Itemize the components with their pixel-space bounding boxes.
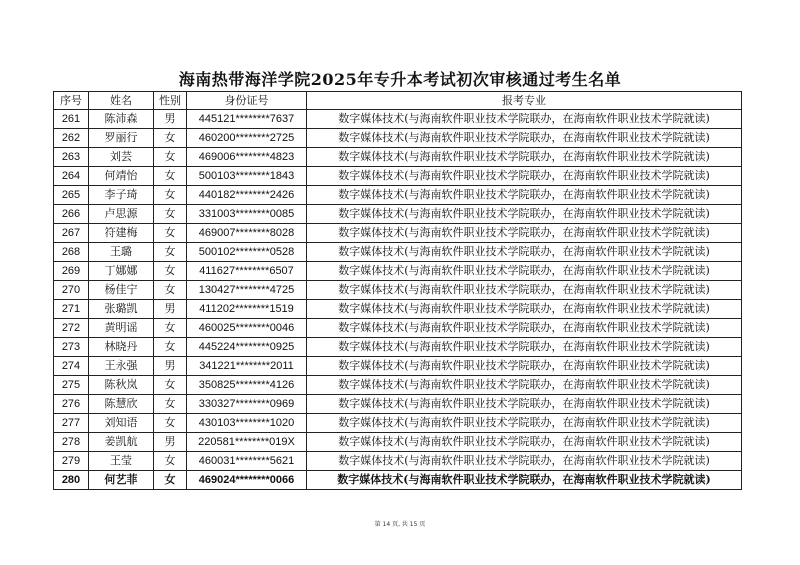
cell-serial-no: 270 — [54, 281, 89, 300]
cell-serial-no: 263 — [54, 148, 89, 167]
table-row — [54, 414, 742, 433]
header-gender: 性别 — [154, 92, 187, 110]
cell-serial-no: 272 — [54, 319, 89, 338]
header-major: 报考专业 — [307, 92, 742, 110]
cell-id-number: 469006********4823 — [187, 148, 307, 167]
table-row — [54, 148, 742, 167]
table-row — [54, 186, 742, 205]
cell-major: 数字媒体技术(与海南软件职业技术学院联办，在海南软件职业技术学院就读) — [307, 414, 742, 433]
cell-name: 杨佳宁 — [89, 281, 154, 300]
cell-gender: 女 — [154, 395, 187, 414]
cell-gender: 女 — [154, 376, 187, 395]
cell-id-number: 411202********1519 — [187, 300, 307, 319]
cell-gender: 男 — [154, 357, 187, 376]
cell-serial-no: 279 — [54, 452, 89, 471]
header-id-number: 身份证号 — [187, 92, 307, 110]
cell-gender: 女 — [154, 167, 187, 186]
cell-major: 数字媒体技术(与海南软件职业技术学院联办，在海南软件职业技术学院就读) — [307, 110, 742, 129]
cell-name: 刘知语 — [89, 414, 154, 433]
cell-major: 数字媒体技术(与海南软件职业技术学院联办，在海南软件职业技术学院就读) — [307, 167, 742, 186]
cell-serial-no: 273 — [54, 338, 89, 357]
cell-name: 卢思源 — [89, 205, 154, 224]
cell-gender: 女 — [154, 452, 187, 471]
table-row — [54, 262, 742, 281]
cell-name: 罗丽行 — [89, 129, 154, 148]
cell-id-number: 500102********0528 — [187, 243, 307, 262]
cell-gender: 女 — [154, 186, 187, 205]
cell-serial-no: 268 — [54, 243, 89, 262]
cell-id-number: 460200********2725 — [187, 129, 307, 148]
cell-serial-no: 264 — [54, 167, 89, 186]
header-name: 姓名 — [89, 92, 154, 110]
cell-id-number: 469024********0066 — [187, 471, 307, 490]
cell-major: 数字媒体技术(与海南软件职业技术学院联办，在海南软件职业技术学院就读) — [307, 376, 742, 395]
cell-name: 陈秋岚 — [89, 376, 154, 395]
document-title: 海南热带海洋学院2025年专升本考试初次审核通过考生名单 — [178, 70, 622, 89]
cell-id-number: 220581********019X — [187, 433, 307, 452]
cell-gender: 女 — [154, 205, 187, 224]
cell-id-number: 350825********4126 — [187, 376, 307, 395]
cell-major: 数字媒体技术(与海南软件职业技术学院联办，在海南软件职业技术学院就读) — [307, 433, 742, 452]
cell-id-number: 445224********0925 — [187, 338, 307, 357]
cell-serial-no: 266 — [54, 205, 89, 224]
cell-id-number: 440182********2426 — [187, 186, 307, 205]
cell-serial-no: 278 — [54, 433, 89, 452]
table-row — [54, 243, 742, 262]
cell-serial-no: 262 — [54, 129, 89, 148]
cell-name: 何靖怡 — [89, 167, 154, 186]
cell-name: 陈慧欣 — [89, 395, 154, 414]
cell-gender: 女 — [154, 414, 187, 433]
cell-serial-no: 271 — [54, 300, 89, 319]
cell-serial-no: 267 — [54, 224, 89, 243]
cell-major: 数字媒体技术(与海南软件职业技术学院联办，在海南软件职业技术学院就读) — [307, 148, 742, 167]
cell-gender: 女 — [154, 148, 187, 167]
cell-major: 数字媒体技术(与海南软件职业技术学院联办，在海南软件职业技术学院就读) — [307, 300, 742, 319]
cell-gender: 女 — [154, 243, 187, 262]
table-row — [54, 110, 742, 129]
table-header-row — [54, 92, 742, 110]
cell-id-number: 430103********1020 — [187, 414, 307, 433]
table-row — [54, 376, 742, 395]
cell-major: 数字媒体技术(与海南软件职业技术学院联办，在海南软件职业技术学院就读) — [307, 319, 742, 338]
cell-major: 数字媒体技术(与海南软件职业技术学院联办，在海南软件职业技术学院就读) — [307, 471, 742, 490]
cell-name: 刘芸 — [89, 148, 154, 167]
table-row — [54, 433, 742, 452]
table-row — [54, 357, 742, 376]
cell-gender: 女 — [154, 471, 187, 490]
cell-id-number: 460025********0046 — [187, 319, 307, 338]
cell-name: 丁娜娜 — [89, 262, 154, 281]
cell-major: 数字媒体技术(与海南软件职业技术学院联办，在海南软件职业技术学院就读) — [307, 452, 742, 471]
cell-id-number: 411627********6507 — [187, 262, 307, 281]
cell-serial-no: 269 — [54, 262, 89, 281]
cell-major: 数字媒体技术(与海南软件职业技术学院联办，在海南软件职业技术学院就读) — [307, 243, 742, 262]
cell-serial-no: 276 — [54, 395, 89, 414]
table-row — [54, 129, 742, 148]
cell-serial-no: 274 — [54, 357, 89, 376]
table-row — [54, 319, 742, 338]
table-row — [54, 452, 742, 471]
cell-serial-no: 265 — [54, 186, 89, 205]
cell-name: 林晓丹 — [89, 338, 154, 357]
table-row — [54, 300, 742, 319]
cell-id-number: 469007********8028 — [187, 224, 307, 243]
table-row — [54, 224, 742, 243]
cell-major: 数字媒体技术(与海南软件职业技术学院联办，在海南软件职业技术学院就读) — [307, 262, 742, 281]
table-row — [54, 395, 742, 414]
cell-serial-no: 261 — [54, 110, 89, 129]
cell-id-number: 341221********2011 — [187, 357, 307, 376]
header-serial-no: 序号 — [54, 92, 89, 110]
cell-gender: 男 — [154, 110, 187, 129]
cell-major: 数字媒体技术(与海南软件职业技术学院联办，在海南软件职业技术学院就读) — [307, 129, 742, 148]
table-row — [54, 205, 742, 224]
cell-major: 数字媒体技术(与海南软件职业技术学院联办，在海南软件职业技术学院就读) — [307, 281, 742, 300]
cell-id-number: 500103********1843 — [187, 167, 307, 186]
table-body — [54, 110, 742, 490]
cell-gender: 男 — [154, 433, 187, 452]
cell-serial-no: 280 — [54, 471, 89, 490]
cell-id-number: 445121********7637 — [187, 110, 307, 129]
cell-gender: 女 — [154, 338, 187, 357]
roster-table — [53, 91, 742, 490]
cell-major: 数字媒体技术(与海南软件职业技术学院联办，在海南软件职业技术学院就读) — [307, 395, 742, 414]
cell-name: 张璐凯 — [89, 300, 154, 319]
cell-major: 数字媒体技术(与海南软件职业技术学院联办，在海南软件职业技术学院就读) — [307, 224, 742, 243]
cell-gender: 女 — [154, 281, 187, 300]
page-footer: 第 14 页, 共 15 页 — [374, 521, 426, 528]
cell-gender: 女 — [154, 224, 187, 243]
cell-serial-no: 275 — [54, 376, 89, 395]
cell-gender: 女 — [154, 129, 187, 148]
cell-name: 陈沛森 — [89, 110, 154, 129]
cell-major: 数字媒体技术(与海南软件职业技术学院联办，在海南软件职业技术学院就读) — [307, 357, 742, 376]
cell-name: 李子琦 — [89, 186, 154, 205]
cell-gender: 男 — [154, 300, 187, 319]
cell-serial-no: 277 — [54, 414, 89, 433]
cell-id-number: 331003********0085 — [187, 205, 307, 224]
cell-name: 姜凯航 — [89, 433, 154, 452]
cell-name: 何艺菲 — [89, 471, 154, 490]
cell-name: 王璐 — [89, 243, 154, 262]
table-row — [54, 281, 742, 300]
cell-major: 数字媒体技术(与海南软件职业技术学院联办，在海南软件职业技术学院就读) — [307, 186, 742, 205]
cell-name: 王莹 — [89, 452, 154, 471]
table-row — [54, 338, 742, 357]
cell-id-number: 460031********5621 — [187, 452, 307, 471]
cell-major: 数字媒体技术(与海南软件职业技术学院联办，在海南软件职业技术学院就读) — [307, 205, 742, 224]
cell-name: 黄明谣 — [89, 319, 154, 338]
cell-major: 数字媒体技术(与海南软件职业技术学院联办，在海南软件职业技术学院就读) — [307, 338, 742, 357]
table-row — [54, 471, 742, 490]
cell-id-number: 130427********4725 — [187, 281, 307, 300]
cell-name: 符建梅 — [89, 224, 154, 243]
cell-name: 王永强 — [89, 357, 154, 376]
cell-id-number: 330327********0969 — [187, 395, 307, 414]
cell-gender: 女 — [154, 319, 187, 338]
cell-gender: 女 — [154, 262, 187, 281]
table-row — [54, 167, 742, 186]
